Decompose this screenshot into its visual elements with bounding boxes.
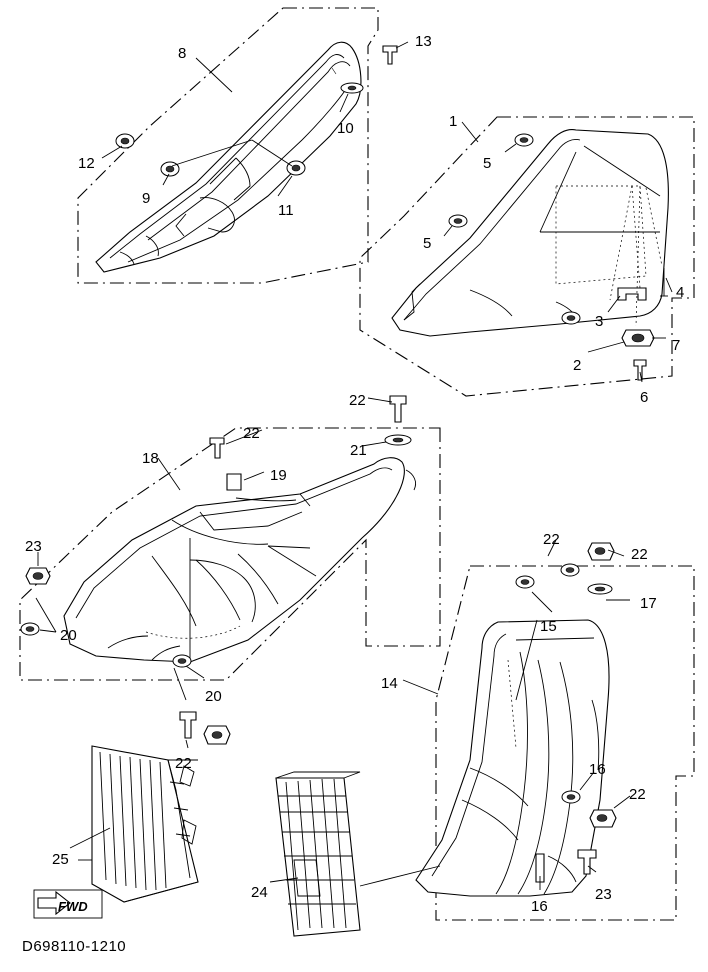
callout-number: 25 bbox=[52, 851, 69, 868]
part-code-label: D698110-1210 bbox=[22, 938, 127, 955]
callout-number: 4 bbox=[676, 284, 685, 301]
callout-number: 23 bbox=[595, 886, 612, 903]
callout-number: 3 bbox=[595, 313, 604, 330]
callout-number: 9 bbox=[142, 190, 151, 207]
callout-number: 12 bbox=[78, 155, 95, 172]
callout-number: 11 bbox=[278, 202, 294, 219]
callout-number: 1 bbox=[449, 113, 458, 130]
callout-number: 19 bbox=[270, 467, 287, 484]
callout-number: 6 bbox=[640, 389, 649, 406]
callout-number: 22 bbox=[629, 786, 646, 803]
callout-number: 22 bbox=[175, 755, 192, 772]
callout-number: 16 bbox=[531, 898, 548, 915]
callout-number: 17 bbox=[640, 595, 657, 612]
fwd-arrow-label: FWD bbox=[58, 899, 88, 914]
callout-number: 13 bbox=[415, 33, 432, 50]
callout-number: 20 bbox=[205, 688, 222, 705]
callout-number: 22 bbox=[243, 425, 260, 442]
callout-number: 7 bbox=[672, 337, 681, 354]
callout-number: 22 bbox=[631, 546, 648, 563]
callout-number: 16 bbox=[589, 761, 606, 778]
callout-number: 8 bbox=[178, 45, 187, 62]
callout-number: 2 bbox=[573, 357, 582, 374]
callout-number: 22 bbox=[349, 392, 366, 409]
callout-number: 18 bbox=[142, 450, 159, 467]
callout-number: 24 bbox=[251, 884, 268, 901]
callout-number: 5 bbox=[423, 235, 432, 252]
callout-number: 5 bbox=[483, 155, 492, 172]
callout-number: 22 bbox=[543, 531, 560, 548]
callout-number: 23 bbox=[25, 538, 42, 555]
callout-number: 20 bbox=[60, 627, 77, 644]
callout-number: 14 bbox=[381, 675, 398, 692]
callout-number: 21 bbox=[350, 442, 367, 459]
callout-number: 10 bbox=[337, 120, 354, 137]
callout-number: 15 bbox=[540, 618, 557, 635]
